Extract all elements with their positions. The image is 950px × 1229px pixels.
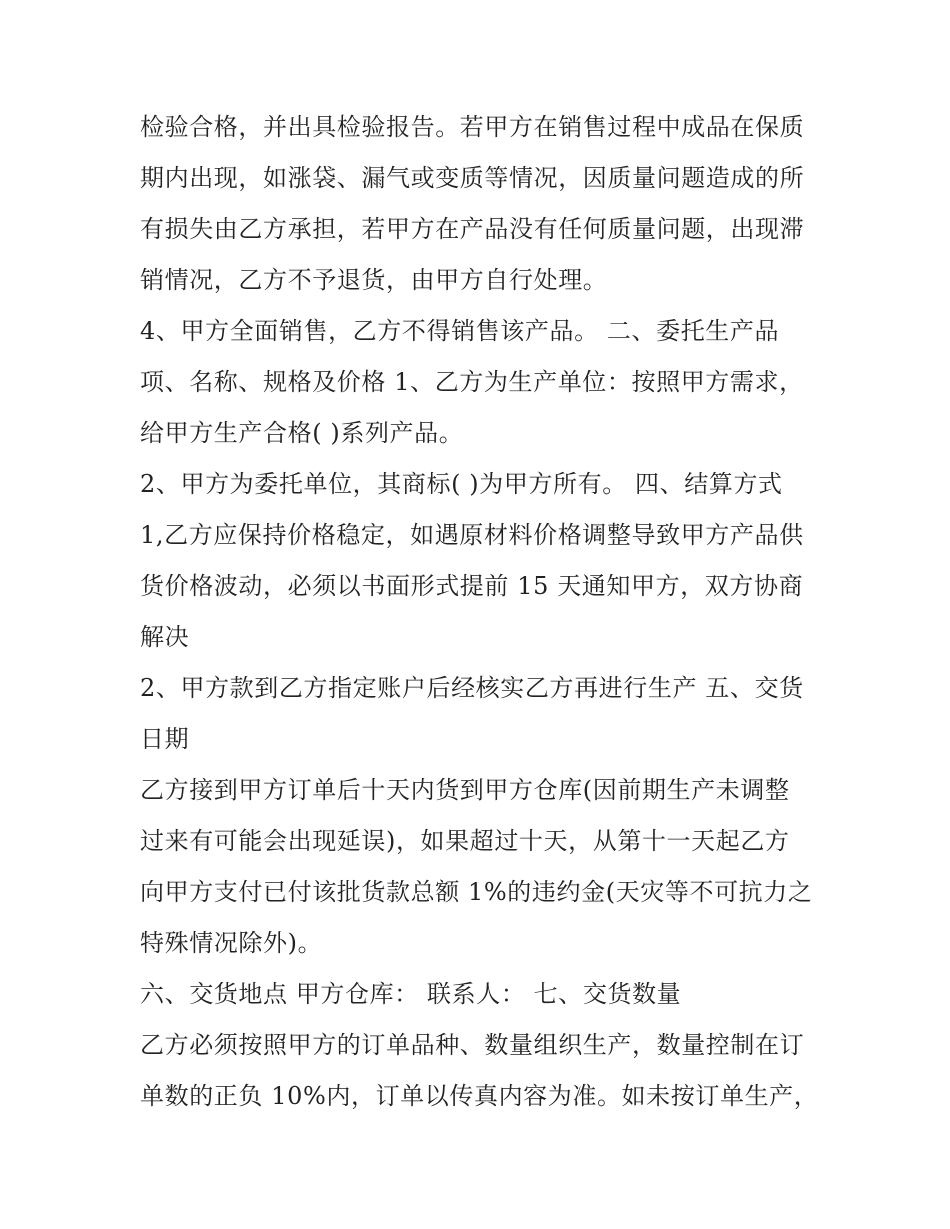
text-line: 期内出现，如涨袋、漏气或变质等情况，因质量问题造成的所 [140, 164, 805, 192]
text-line: 货价格波动，必须以书面形式提前 15 天通知甲方，双方协商 [140, 572, 804, 600]
text-line: 项、名称、规格及价格 1、乙方为生产单位：按照甲方需求， [140, 368, 804, 396]
text-line: 2、甲方款到乙方指定账户后经核实乙方再进行生产 五、交货 [140, 674, 804, 702]
text-line: 给甲方生产合格( )系列产品。 [140, 419, 464, 447]
text-line: 4、甲方全面销售，乙方不得销售该产品。 二、委托生产品 [140, 317, 780, 345]
text-line: 过来有可能会出现延误)，如果超过十天，从第十一天起乙方 [140, 827, 790, 855]
text-line: 乙方必须按照甲方的订单品种、数量组织生产，数量控制在订 [140, 1031, 805, 1059]
text-line: 解决 [140, 623, 190, 651]
text-line: 六、交货地点 甲方仓库： 联系人： 七、交货数量 [140, 980, 682, 1008]
text-line: 有损失由乙方承担，若甲方在产品没有任何质量问题，出现滞 [140, 215, 805, 243]
text-line: 单数的正负 10%内，订单以传真内容为准。如未按订单生产， [140, 1082, 819, 1110]
text-line: 乙方接到甲方订单后十天内货到甲方仓库(因前期生产未调整 [140, 776, 790, 804]
text-line: 2、甲方为委托单位，其商标( )为甲方所有。 四、结算方式 [140, 470, 783, 498]
text-line: 1,乙方应保持价格稳定，如遇原材料价格调整导致甲方产品供 [140, 521, 804, 549]
text-line: 检验合格，并出具检验报告。若甲方在销售过程中成品在保质 [140, 113, 805, 141]
document-body [140, 102, 819, 1122]
text-line: 向甲方支付已付该批货款总额 1%的违约金(天灾等不可抗力之 [140, 878, 813, 906]
text-line: 日期 [140, 725, 190, 753]
text-line: 销情况，乙方不予退货，由甲方自行处理。 [140, 266, 608, 294]
text-line: 特殊情况除外)。 [140, 929, 323, 957]
